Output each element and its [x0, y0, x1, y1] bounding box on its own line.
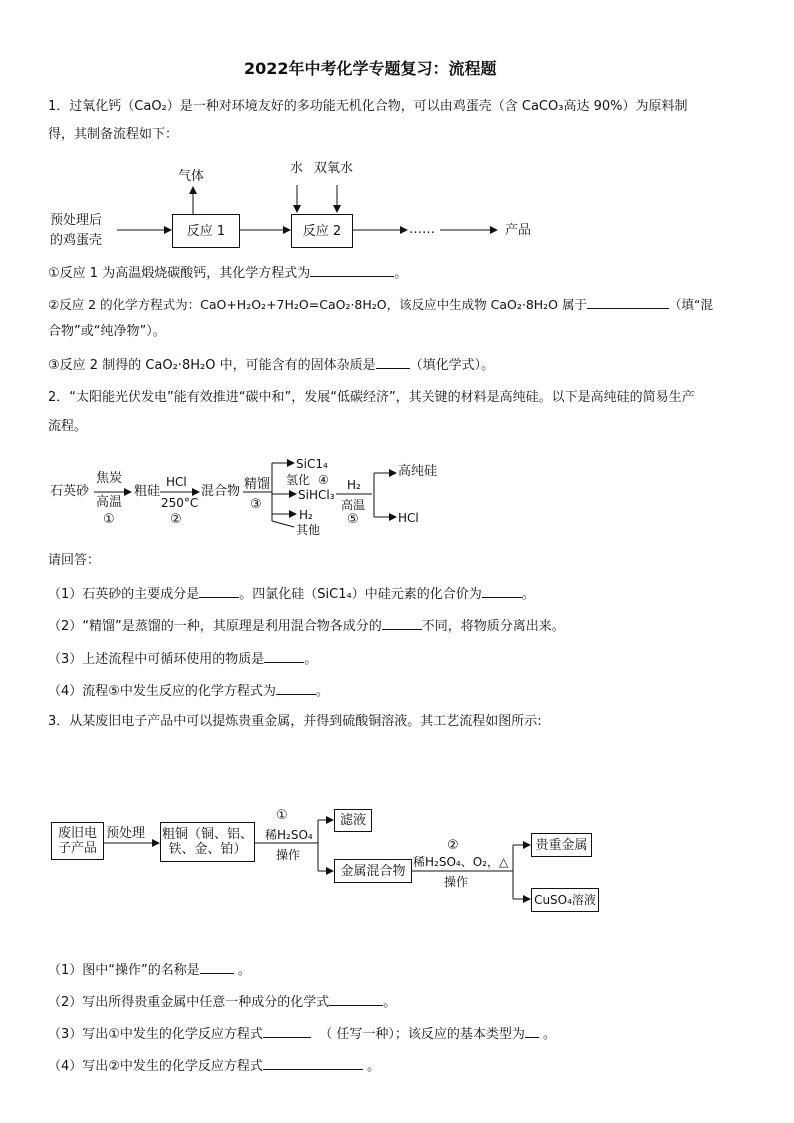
- q3-waste-line2: 子产品: [57, 841, 97, 856]
- q2-sub4: [48, 682, 329, 701]
- q2-step3: ③: [250, 497, 262, 512]
- q3-crude-cu-line2: 铁、金、铂）: [168, 842, 247, 857]
- q2-sub1-mid: 。四氯化硅（SiC1₄）中硅元素的化合价为: [239, 587, 482, 602]
- q1-stem-line1: 1．过氧化钙（CaO₂）是一种对环境友好的多功能无机化合物，可以由鸡蛋壳（含 CaCO₃高达 90%）为原料制: [48, 99, 688, 114]
- q1-sub2-tail: （填“混: [669, 297, 713, 312]
- q3-precious-box: [531, 833, 592, 857]
- q3-stem: 3．从某废旧电子产品中可以提炼贵重金属，并得到硫酸铜溶液。其工艺流程如图所示:: [48, 714, 542, 729]
- q3-sub1-end: 。: [237, 963, 251, 978]
- q1-sub1-end: 。: [394, 266, 408, 281]
- q2-h2-in: H₂: [347, 478, 361, 492]
- q2-hcl-in: HCl: [166, 475, 187, 489]
- q2-prompt: 请回答：: [48, 553, 101, 568]
- q1-sub2-text: ②反应 2 的化学方程式为：CaO+H₂O₂+7H₂O=CaO₂·8H₂O，该反应中生成物 CaO₂·8H₂O 属于: [48, 297, 587, 312]
- q2-stem-line2: 流程。: [48, 419, 88, 434]
- q3-sub1: [48, 961, 251, 980]
- q3-cuso4: CuSO₄溶液: [534, 892, 596, 907]
- q2-temp250: 250°C: [161, 496, 199, 510]
- q2-step4: ④: [318, 473, 329, 487]
- q1-gas-label: 气体: [178, 169, 205, 184]
- q3-reagents2: 稀H₂SO₄、O₂，△: [413, 855, 509, 869]
- q3-sub4-end: 。: [367, 1059, 381, 1074]
- q3-operation2: 操作: [444, 875, 469, 889]
- q3-sub2: [48, 993, 396, 1012]
- q1-flow-input-line2: 的鸡蛋壳: [50, 233, 103, 248]
- q3-sub3-end: 。: [542, 1027, 556, 1042]
- q2-sub1-answer-blank-b[interactable]: [482, 585, 522, 598]
- q3-sub2-answer-blank[interactable]: [329, 993, 383, 1006]
- q1-sub1-answer-blank[interactable]: [310, 264, 394, 277]
- q2-hcl-out: HCl: [398, 511, 419, 525]
- q1-sub3-text: ③反应 2 制得的 CaO₂·8H₂O 中，可能含有的固体杂质是: [48, 358, 376, 373]
- q2-sihcl3: SiHCl₃: [298, 488, 335, 502]
- q3-crude-cu-line1: 粗铜（铜、铝、: [161, 827, 253, 842]
- q3-step1: ①: [276, 808, 288, 823]
- q2-step5: ⑤: [347, 512, 359, 527]
- q3-sub3: [48, 1025, 556, 1044]
- page-title: 2022年中考化学专题复习：流程题: [244, 59, 497, 78]
- q3-sub1-text: （1）图中“操作”的名称是: [48, 963, 200, 978]
- q2-distill: 精馏: [244, 477, 271, 492]
- q2-stem-line1: 2．“太阳能光伏发电”能有效推进“碳中和”，发展“低碳经济”，其关键的材料是高纯硅。以下是高纯硅的简易生产: [48, 390, 695, 405]
- q3-sub2-end: 。: [383, 995, 397, 1010]
- q2-sub2: [48, 617, 565, 636]
- q1-reaction2-label: 反应 2: [302, 223, 342, 239]
- q2-crude-si: 粗硅: [134, 484, 161, 499]
- q2-sub1-end: 。: [521, 587, 535, 602]
- q2-sub4-answer-blank[interactable]: [276, 682, 316, 695]
- q2-sicl4: SiC1₄: [296, 457, 328, 471]
- q2-sub2-answer-blank[interactable]: [382, 617, 422, 630]
- q2-sub1-text: （1）石英砂的主要成分是: [48, 587, 200, 602]
- q1-product-label: 产品: [505, 223, 532, 238]
- q2-others: 其他: [296, 523, 321, 537]
- q3-precious: 贵重金属: [535, 837, 588, 853]
- q1-sub2-line1: [48, 296, 713, 314]
- q3-sub2-text: （2）写出所得贵重金属中任意一种成分的化学式: [48, 995, 330, 1010]
- q2-sub1: [48, 585, 535, 604]
- q1-reaction1-label: 反应 1: [186, 223, 226, 239]
- q2-coke: 焦炭: [96, 471, 123, 486]
- q1-sub3-end: （填化学式）。: [409, 358, 495, 373]
- q1-sub1-text: ①反应 1 为高温煅烧碳酸钙，其化学方程式为: [48, 266, 311, 281]
- q3-metal-mix-box: [334, 859, 412, 883]
- q3-crude-cu-box: [160, 822, 255, 862]
- q2-sub2-end: 不同，将物质分离出来。: [421, 619, 565, 634]
- q2-sub3-text: （3）上述流程中可循环使用的物质是: [48, 652, 265, 667]
- q2-sub3: [48, 650, 317, 669]
- q3-sub4: [48, 1057, 380, 1076]
- q1-reaction1-box: [172, 214, 240, 248]
- q2-high-temp2: 高温: [341, 498, 366, 512]
- q2-step2: ②: [170, 512, 182, 527]
- q3-sub3-mid: （ 任写一种）；该反应的基本类型为: [319, 1027, 525, 1042]
- q3-dilute-h2so4: 稀H₂SO₄: [265, 828, 313, 842]
- q1-stem-line2: 得，其制备流程如下：: [48, 127, 179, 142]
- q2-high-temp1: 高温: [96, 495, 123, 510]
- q3-sub4-text: （4）写出②中发生的化学反应方程式: [48, 1059, 263, 1074]
- q1-dots: ……: [409, 222, 435, 237]
- q2-sub1-answer-blank-a[interactable]: [199, 585, 239, 598]
- q1-sub1: [48, 264, 407, 283]
- q3-cuso4-box: [531, 888, 599, 912]
- q2-hydrogenation: 氢化: [286, 473, 311, 487]
- q2-quartz: 石英砂: [50, 484, 90, 499]
- q3-step2: ②: [447, 838, 459, 853]
- q3-sub3-answer-blank-b[interactable]: [525, 1025, 539, 1038]
- q3-pretreat: 预处理: [106, 826, 146, 841]
- q2-sub4-end: 。: [315, 684, 329, 699]
- q1-water-label: 水: [290, 161, 304, 176]
- q3-filtrate-box: [334, 809, 372, 832]
- q2-sub3-answer-blank[interactable]: [264, 650, 304, 663]
- q3-operation1: 操作: [276, 848, 301, 862]
- q2-mixture: 混合物: [201, 484, 241, 499]
- q1-flow-input-line1: 预处理后: [50, 213, 103, 228]
- q1-h2o2-label: 双氧水: [314, 161, 354, 176]
- q1-sub2-answer-blank[interactable]: [587, 296, 669, 309]
- q3-sub4-answer-blank[interactable]: [263, 1057, 363, 1070]
- q2-step1: ①: [103, 512, 115, 527]
- q2-sub2-text: （2）“精馏”是蒸馏的一种，其原理是利用混合物各成分的: [48, 619, 382, 634]
- q3-filtrate: 滤液: [339, 813, 366, 828]
- q1-sub3-answer-blank[interactable]: [376, 356, 410, 369]
- q2-sub4-text: （4）流程⑤中发生反应的化学方程式为: [48, 684, 276, 699]
- q2-sub3-end: 。: [304, 652, 318, 667]
- q3-waste-line1: 废旧电: [57, 826, 97, 841]
- q2-pure-si: 高纯硅: [398, 464, 438, 479]
- q3-sub3-text: （3）写出①中发生的化学反应方程式: [48, 1027, 263, 1042]
- q2-h2-out: H₂: [299, 508, 313, 522]
- q1-reaction2-box: [291, 214, 353, 248]
- q3-waste-box: [51, 822, 104, 860]
- q1-sub3: [48, 356, 494, 375]
- q3-sub3-answer-blank-a[interactable]: [263, 1025, 311, 1038]
- q1-sub2-line2: 合物”或“纯净物”）。: [48, 324, 166, 339]
- q3-sub1-answer-blank[interactable]: [200, 961, 234, 974]
- q3-metal-mix: 金属混合物: [340, 863, 406, 879]
